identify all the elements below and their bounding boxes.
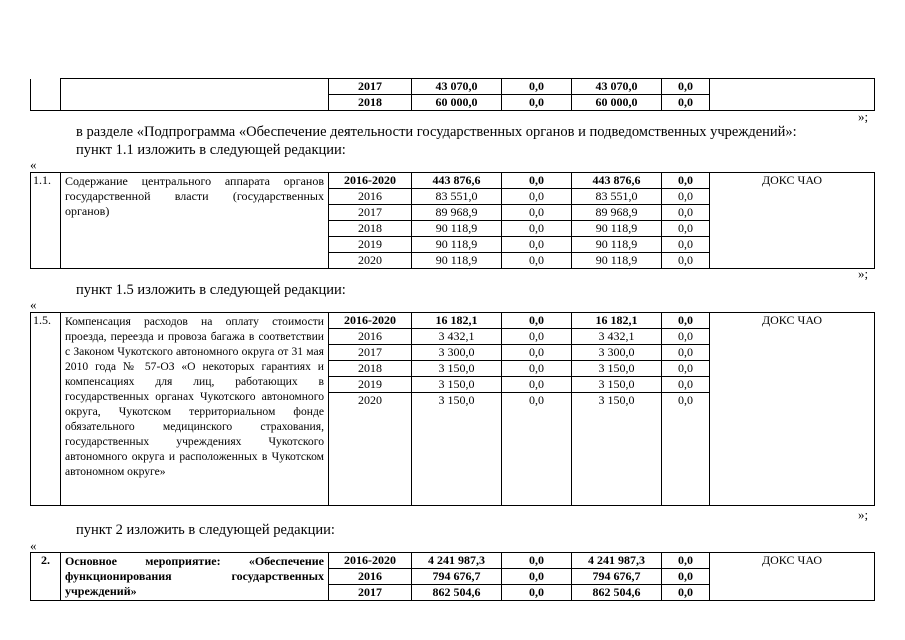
item-2-intro: пункт 2 изложить в следующей редакции: xyxy=(76,522,335,538)
item-1-5-table xyxy=(30,312,875,506)
table-row: 1.1. Содержание центрального аппарата органов государственной власти (государственных органов) 2016-2020 443 876,6 0,0 443 876,6 0,0 ДОКС ЧАО xyxy=(31,173,875,189)
section-heading-text: в разделе «Подпрограмма «Обеспечение деятельности государственных органов и подведомственных учреждений»: xyxy=(76,124,797,140)
table-row: 2016 794 676,7 0,0 794 676,7 0,0 xyxy=(31,569,875,585)
item-1-1-table xyxy=(30,172,875,269)
responsible-executor: ДОКС ЧАО xyxy=(710,313,875,506)
item-description: Содержание центрального аппарата органов государственной власти (государственных органов) xyxy=(61,173,329,269)
table-row: 2018 90 118,9 0,0 90 118,9 0,0 xyxy=(31,221,875,237)
item-2-table xyxy=(30,552,875,601)
closing-quote: »; xyxy=(858,507,869,522)
table-row: 2018 3 150,0 0,0 3 150,0 0,0 xyxy=(31,361,875,377)
table-row: 2016 83 551,0 0,0 83 551,0 0,0 xyxy=(31,189,875,205)
responsible-executor: ДОКС ЧАО xyxy=(710,173,875,269)
table-row: 2020 3 150,0 0,0 3 150,0 0,0 xyxy=(31,393,875,506)
table-row: 2016 3 432,1 0,0 3 432,1 0,0 xyxy=(31,329,875,345)
top-table xyxy=(30,78,875,111)
table-row: 2. Основное мероприятие: «Обеспечение функционирования государственных учреждений» 2016-2020 4 241 987,3 0,0 4 241 987,3 0,0 ДОКС ЧАО xyxy=(31,553,875,569)
closing-quote: »; xyxy=(858,109,869,124)
table-row: 2020 90 118,9 0,0 90 118,9 0,0 xyxy=(31,253,875,269)
table-row: 2019 3 150,0 0,0 3 150,0 0,0 xyxy=(31,377,875,393)
table-row: 2017 3 300,0 0,0 3 300,0 0,0 xyxy=(31,345,875,361)
item-1-5-intro: пункт 1.5 изложить в следующей редакции: xyxy=(76,282,346,298)
item-1-1-intro: пункт 1.1 изложить в следующей редакции: xyxy=(76,142,346,158)
item-description: Компенсация расходов на оплату стоимости проезда, переезда и провоза багажа в соответствии с Законом Чукотского автономного округа от 31 мая 2010 года № 57-ОЗ «О некоторых гарантиях и компенсациях для лиц, работающих в государственных органах Чукотского автономного округа, Чукотском территориальном фонде обязательного медицинского страхования, государственных учреждениях Чукотского автономного округа и расположенных в Чукотском автономном округе» xyxy=(61,313,329,506)
closing-quote: »; xyxy=(858,266,869,281)
table-row: 2018 60 000,0 0,0 60 000,0 0,0 xyxy=(31,95,875,111)
item-number: 1.5. xyxy=(31,313,61,506)
item-number: 2. xyxy=(31,553,61,601)
table-row: 2017 89 968,9 0,0 89 968,9 0,0 xyxy=(31,205,875,221)
item-number: 1.1. xyxy=(31,173,61,269)
item-description: Основное мероприятие: «Обеспечение функционирования государственных учреждений» xyxy=(61,553,329,601)
table-row: 1.5. Компенсация расходов на оплату стоимости проезда, переезда и провоза багажа в соответствии с Законом Чукотского автономного округа от 31 мая 2010 года № 57-ОЗ «О некоторых гарантиях и компенсациях для лиц, работающих в государственных органах Чукотского автономного округа, Чукотском территориальном фонде обязательного медицинского страхования, государственных учреждениях Чукотского автономного округа и расположенных в Чукотском автономном округе» 2016-2020 16 182,1 0,0 16 182,1 0,0 ДОКС ЧАО xyxy=(31,313,875,329)
opening-quote: « xyxy=(30,297,37,312)
table-row: 2019 90 118,9 0,0 90 118,9 0,0 xyxy=(31,237,875,253)
opening-quote: « xyxy=(30,538,37,553)
table-row: 2017 862 504,6 0,0 862 504,6 0,0 xyxy=(31,585,875,601)
opening-quote: « xyxy=(30,157,37,172)
table-row: 2017 43 070,0 0,0 43 070,0 0,0 xyxy=(31,79,875,95)
responsible-executor: ДОКС ЧАО xyxy=(710,553,875,601)
